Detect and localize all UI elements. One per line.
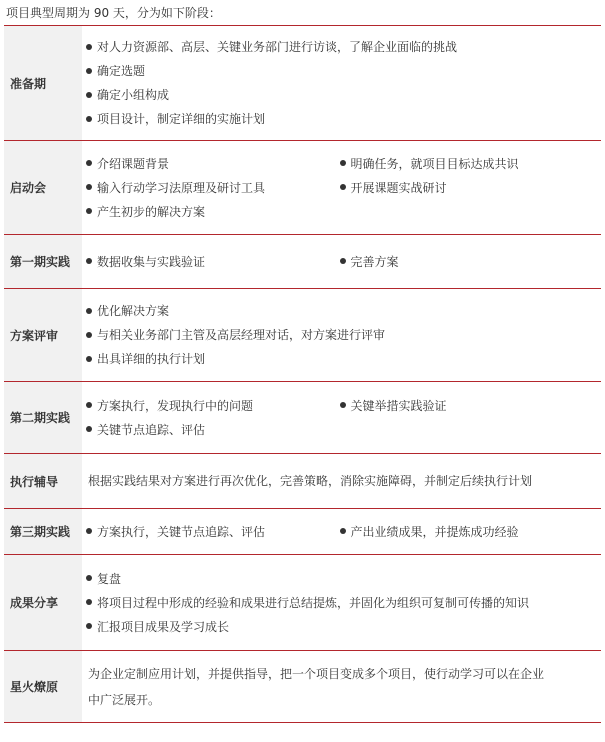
phase-description-line: 为企业定制应用计划，并提供指导，把一个项目变成多个项目，使行动学习可以在企业 — [88, 666, 545, 681]
phase-row-practice-2 — [4, 382, 601, 454]
bullet-dot-icon — [86, 208, 92, 214]
list-item: 产生初步的解决方案 — [86, 200, 340, 224]
bullet-dot-icon — [86, 402, 92, 408]
list-item: 方案执行，发现执行中的问题 — [86, 394, 340, 418]
phase-label: 启动会 — [4, 141, 82, 234]
phase-content — [82, 26, 601, 140]
bullet-dot-icon — [86, 92, 92, 98]
bullet-dot-icon — [340, 528, 346, 534]
phase-label: 星火燎原 — [4, 651, 82, 722]
phase-row-coaching — [4, 454, 601, 509]
phase-row-preparation — [4, 26, 601, 141]
intro-text: 项目典型周期为 90 天，分为如下阶段： — [6, 6, 221, 20]
bullet-dot-icon — [86, 308, 92, 314]
bullet-dot-icon — [86, 528, 92, 534]
bullet-dot-icon — [86, 68, 92, 74]
phase-row-practice-3 — [4, 509, 601, 555]
bullet-dot-icon — [340, 402, 346, 408]
list-item: 确定小组构成 — [86, 83, 593, 107]
list-item: 完善方案 — [340, 250, 594, 274]
phase-description-line: 中广泛展开。 — [88, 692, 161, 707]
list-item: 对人力资源部、高层、关键业务部门进行访谈，了解企业面临的挑战 — [86, 35, 593, 59]
list-item: 与相关业务部门主管及高层经理对话，对方案进行评审 — [86, 323, 593, 347]
phase-label: 方案评审 — [4, 289, 82, 381]
bullet-list — [86, 520, 593, 544]
bullet-list — [86, 35, 593, 131]
list-item: 数据收集与实践验证 — [86, 250, 340, 274]
phase-label: 第一期实践 — [4, 235, 82, 288]
list-item: 复盘 — [86, 567, 593, 591]
phase-content — [82, 651, 601, 722]
phase-label: 执行辅导 — [4, 454, 82, 508]
bullet-dot-icon — [86, 599, 92, 605]
bullet-dot-icon — [86, 44, 92, 50]
bullet-dot-icon — [86, 160, 92, 166]
bullet-dot-icon — [86, 184, 92, 190]
phase-label: 成果分享 — [4, 555, 82, 650]
phase-content — [82, 235, 601, 288]
list-item: 将项目过程中形成的经验和成果进行总结提炼，并固化为组织可复制可传播的知识 — [86, 591, 593, 615]
list-item: 确定选题 — [86, 59, 593, 83]
phase-row-kickoff — [4, 141, 601, 235]
list-item: 汇报项目成果及学习成长 — [86, 615, 593, 639]
phase-row-review — [4, 289, 601, 382]
phase-label: 第三期实践 — [4, 509, 82, 554]
bullet-dot-icon — [340, 184, 346, 190]
phase-row-sharing — [4, 555, 601, 651]
phase-content — [82, 509, 601, 554]
bullet-list — [86, 299, 593, 371]
bullet-dot-icon — [86, 356, 92, 362]
list-item: 产出业绩成果，并提炼成功经验 — [340, 520, 594, 544]
list-item: 明确任务，就项目目标达成共识 — [340, 152, 594, 176]
list-item: 优化解决方案 — [86, 299, 593, 323]
bullet-list — [86, 152, 593, 224]
list-item: 开展课题实战研讨 — [340, 176, 594, 200]
phase-content — [82, 141, 601, 234]
phase-label: 准备期 — [4, 26, 82, 140]
bullet-dot-icon — [86, 116, 92, 122]
bullet-dot-icon — [86, 623, 92, 629]
phase-content — [82, 289, 601, 381]
list-item: 关键节点追踪、评估 — [86, 418, 340, 442]
bullet-list — [86, 250, 593, 274]
bullet-dot-icon — [340, 258, 346, 264]
bullet-dot-icon — [340, 160, 346, 166]
list-item: 项目设计，制定详细的实施计划 — [86, 107, 593, 131]
bullet-dot-icon — [86, 332, 92, 338]
bullet-list — [86, 567, 593, 639]
list-item: 出具详细的执行计划 — [86, 347, 593, 371]
list-item: 方案执行，关键节点追踪、评估 — [86, 520, 340, 544]
phase-content — [82, 454, 601, 508]
phase-label: 第二期实践 — [4, 382, 82, 453]
phase-table — [4, 25, 601, 723]
phase-row-spread — [4, 651, 601, 723]
list-item: 输入行动学习法原理及研讨工具 — [86, 176, 340, 200]
phase-content — [82, 382, 601, 453]
phase-description: 根据实践结果对方案进行再次优化，完善策略，消除实施障碍，并制定后续执行计划 — [88, 474, 533, 488]
bullet-dot-icon — [86, 426, 92, 432]
phase-content — [82, 555, 601, 650]
bullet-dot-icon — [86, 575, 92, 581]
list-item: 关键举措实践验证 — [340, 394, 594, 418]
bullet-list — [86, 394, 593, 442]
phase-row-practice-1 — [4, 235, 601, 289]
list-item: 介绍课题背景 — [86, 152, 340, 176]
bullet-dot-icon — [86, 258, 92, 264]
